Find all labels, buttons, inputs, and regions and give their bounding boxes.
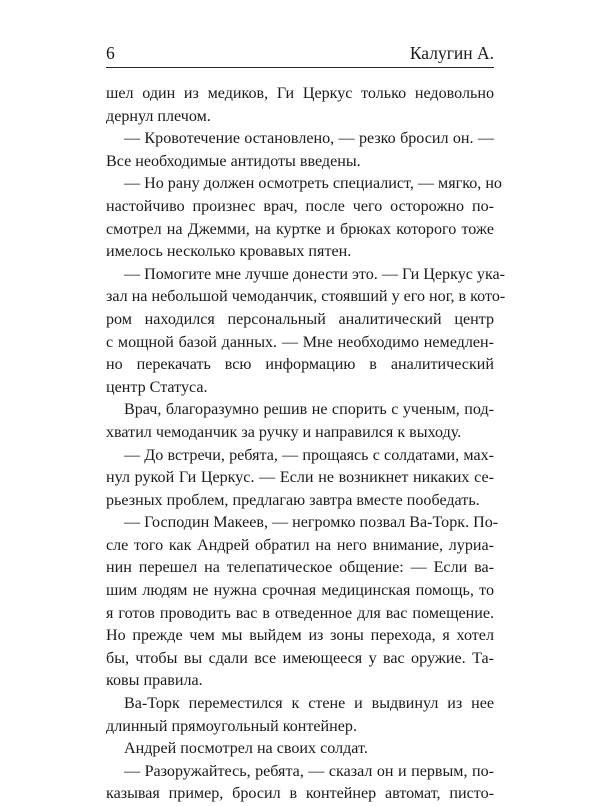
text-line: имелось несколько кровавых пятен. — [106, 243, 352, 261]
text-line: бы, чтобы вы сдали все имеющееся у вас оружие. Та- — [106, 649, 494, 667]
text-line: настойчиво произнес врач, после чего осторожно по- — [106, 197, 494, 215]
text-line: — Помогите мне лучше донести это. — Ги Церкус ука- — [124, 265, 506, 283]
text-line: я готов проводить вас в отведенное для вас помещение. — [106, 604, 494, 622]
text-line: нин перешел на телепатическое общение: — Если ва- — [106, 559, 494, 577]
text-line: но перекачать всю информацию в аналитический — [106, 356, 494, 374]
text-line: — Но рану должен осмотреть специалист, — мягко, но — [124, 175, 502, 193]
text-line: Врач, благоразумно решив не спорить с ученым, под- — [124, 401, 494, 419]
text-line: — Кровотечение остановлено, — резко бросил он. — — [124, 130, 494, 148]
text-line: Ва-Торк переместился к стене и выдвинул из нее — [124, 695, 494, 713]
header-divider — [106, 67, 494, 68]
text-line: центр Статуса. — [106, 378, 208, 396]
text-line: — Господин Макеев, — негромко позвал Ва-Торк. По- — [124, 514, 499, 532]
text-line: хватил чемоданчик за ручку и направился к выходу. — [106, 423, 462, 441]
text-line: рьезных проблем, предлагаю завтра вместе пообедать. — [106, 491, 480, 509]
text-line: с мощной базой данных. — Мне необходимо немедлен- — [106, 333, 494, 351]
text-line: ром находился персональный аналитический центр — [106, 310, 494, 328]
text-line: дернул плечом. — [106, 107, 211, 125]
text-line: ковы правила. — [106, 672, 203, 690]
text-line: сле того как Андрей обратил на него внимание, луриа- — [106, 536, 494, 554]
text-line: шел один из медиков, Ги Церкус только недовольно — [106, 85, 494, 102]
text-line: Андрей посмотрел на своих солдат. — [124, 740, 368, 758]
text-line: казывая пример, бросил в контейнер автомат, писто- — [106, 785, 494, 803]
page-number: 6 — [106, 43, 115, 63]
text-line: смотрел на Джемми, на куртке и брюках которого тоже — [106, 220, 494, 238]
text-line: длинный прямоугольный контейнер. — [106, 717, 357, 735]
text-line: — До встречи, ребята, — прощаясь с солдатами, мах- — [124, 446, 494, 464]
text-line: Все необходимые антидоты введены. — [106, 152, 361, 170]
text-line: зал на небольшой чемоданчик, стоявший у его ног, в кото- — [106, 288, 506, 306]
text-line: Но прежде чем мы выйдем из зоны перехода, я хотел — [106, 627, 494, 645]
text-line: шим людям не нужна срочная медицинская помощь, то — [106, 582, 494, 600]
running-head-author: Калугин А. — [409, 43, 494, 63]
text-line: нул рукой Ги Церкус. — Если не возникнет никаких се- — [106, 469, 494, 487]
text-line: — Разоружайтесь, ребята, — сказал он и первым, по- — [124, 762, 494, 780]
body-text — [106, 83, 506, 806]
running-head — [106, 41, 494, 67]
